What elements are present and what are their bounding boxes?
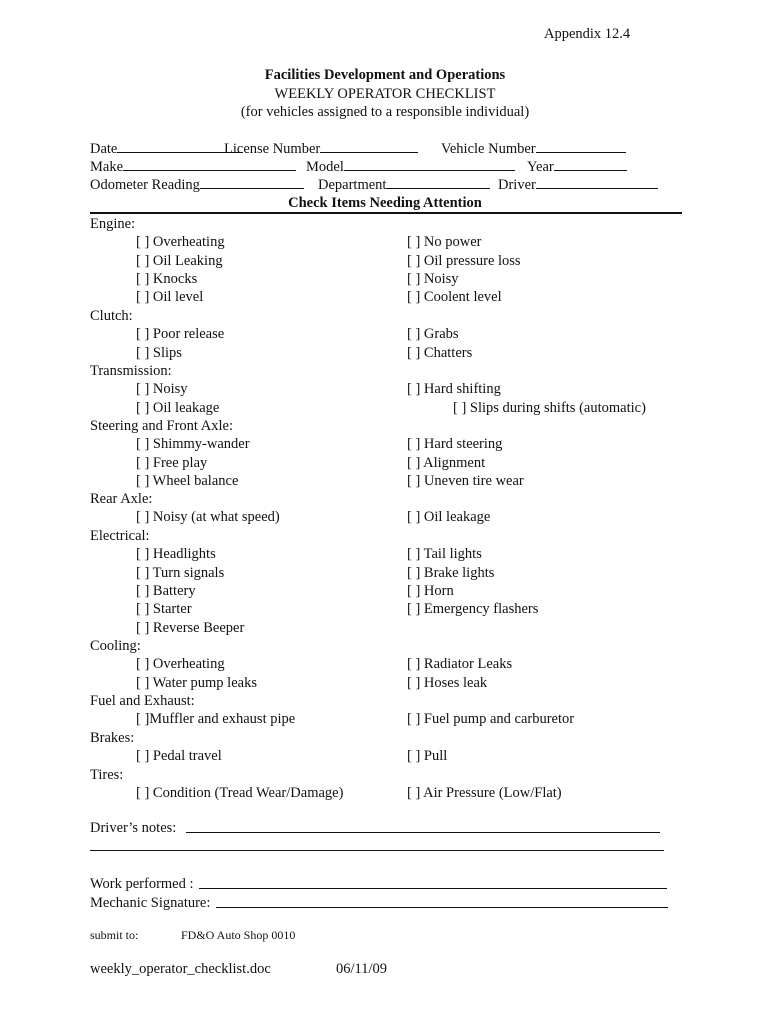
checklist-item[interactable]: [ ] Hoses leak	[407, 674, 488, 691]
model-label: Model	[306, 159, 344, 175]
checklist-item[interactable]: [ ] Turn signals	[136, 564, 225, 581]
vehicle-label: Vehicle Number	[441, 141, 536, 157]
drivers-notes-label: Driver’s notes:	[90, 820, 177, 836]
appendix-label: Appendix 12.4	[544, 26, 631, 42]
make-line[interactable]	[123, 158, 296, 171]
checklist-item[interactable]: [ ] Tail lights	[407, 546, 482, 563]
model-field[interactable]	[306, 158, 515, 176]
checklist-item[interactable]: [ ] Uneven tire wear	[407, 472, 524, 489]
make-field[interactable]	[90, 158, 296, 176]
checklist-item[interactable]: [ ] Reverse Beeper	[136, 619, 245, 636]
drivers-notes-field[interactable]	[90, 820, 176, 837]
checklist-item[interactable]: [ ]Muffler and exhaust pipe	[136, 711, 296, 728]
checklist-item[interactable]: [ ] Wheel balance	[136, 472, 239, 489]
department-line[interactable]	[386, 176, 490, 189]
mechanic-signature-line[interactable]	[216, 895, 668, 908]
category-brakes: Brakes:	[90, 730, 135, 746]
driver-line[interactable]	[536, 176, 658, 189]
checklist-item[interactable]: [ ] Coolent level	[407, 289, 502, 306]
section-title: Check Items Needing Attention	[288, 195, 482, 211]
section-divider	[90, 212, 682, 214]
page-title: Facilities Development and Operations	[264, 67, 506, 83]
checklist-item[interactable]: [ ] Overheating	[136, 234, 225, 251]
category-transmission: Transmission:	[90, 363, 172, 379]
checklist-item[interactable]: [ ] Pull	[407, 748, 448, 765]
checklist-item[interactable]: [ ] Shimmy-wander	[136, 436, 250, 453]
odometer-label: Odometer Reading	[90, 177, 200, 193]
checklist-item[interactable]: [ ] Grabs	[407, 326, 459, 343]
checklist-item[interactable]: [ ] Knocks	[136, 270, 198, 287]
checklist-item[interactable]: [ ] Pedal travel	[136, 748, 222, 765]
checklist-item[interactable]: [ ] Slips	[136, 344, 182, 361]
page-note: (for vehicles assigned to a responsible individual)	[240, 104, 530, 120]
category-steering: Steering and Front Axle:	[90, 418, 233, 434]
footer-date: 06/11/09	[336, 961, 388, 977]
submit-value: FD&O Auto Shop 0010	[181, 928, 296, 942]
license-line[interactable]	[320, 140, 418, 153]
work-performed-line[interactable]	[199, 876, 667, 889]
year-label: Year	[527, 159, 554, 175]
checklist-item[interactable]: [ ] Hard shifting	[407, 381, 501, 398]
model-line[interactable]	[344, 158, 515, 171]
checklist-item[interactable]: [ ] Condition (Tread Wear/Damage)	[136, 785, 344, 802]
checklist-item[interactable]: [ ] Horn	[407, 582, 454, 599]
drivers-notes-line-2[interactable]	[90, 838, 664, 851]
checklist-item[interactable]: [ ] Brake lights	[407, 564, 495, 581]
footer-filename: weekly_operator_checklist.doc	[90, 961, 271, 977]
checklist-item[interactable]: [ ] Water pump leaks	[136, 674, 257, 691]
department-field[interactable]	[318, 176, 490, 194]
make-label: Make	[90, 159, 124, 175]
driver-label: Driver	[498, 177, 536, 193]
work-performed-field[interactable]	[90, 876, 194, 893]
license-label: License Number	[224, 141, 321, 157]
vehicle-line[interactable]	[536, 140, 626, 153]
year-line[interactable]	[554, 158, 627, 171]
drivers-notes-line[interactable]	[186, 820, 660, 833]
submit-label: submit to:	[90, 928, 139, 942]
driver-field[interactable]	[498, 176, 658, 194]
checklist-item[interactable]: [ ] Oil level	[136, 289, 204, 306]
date-label: Date	[90, 141, 118, 157]
page-subtitle: WEEKLY OPERATOR CHECKLIST	[274, 86, 496, 102]
checklist-item[interactable]: [ ] Noisy	[407, 270, 459, 287]
odometer-line[interactable]	[200, 176, 304, 189]
checklist-item[interactable]: [ ] Oil leakage	[136, 399, 220, 416]
checklist-item[interactable]: [ ] Oil leakage	[407, 509, 491, 526]
checklist-item[interactable]: [ ] Radiator Leaks	[407, 656, 513, 673]
category-fuel: Fuel and Exhaust:	[90, 693, 195, 709]
checklist-item[interactable]: [ ] Poor release	[136, 326, 225, 343]
mechanic-signature-label: Mechanic Signature:	[90, 895, 211, 911]
checklist-item[interactable]: [ ] No power	[407, 234, 482, 251]
checklist-item[interactable]: [ ] Oil pressure loss	[407, 252, 521, 269]
odometer-field[interactable]	[90, 176, 304, 194]
checklist-item[interactable]: [ ] Hard steering	[407, 436, 503, 453]
checklist-item[interactable]: [ ] Slips during shifts (automatic)	[453, 399, 646, 416]
category-cooling: Cooling:	[90, 638, 141, 654]
checklist-item[interactable]: [ ] Alignment	[407, 454, 486, 471]
checklist-item[interactable]: [ ] Starter	[136, 601, 192, 618]
checklist-item[interactable]: [ ] Emergency flashers	[407, 601, 539, 618]
checklist-item[interactable]: [ ] Battery	[136, 582, 196, 599]
checklist-item[interactable]: [ ] Air Pressure (Low/Flat)	[407, 785, 562, 802]
license-field[interactable]	[224, 140, 418, 158]
checklist-item[interactable]: [ ] Noisy (at what speed)	[136, 509, 280, 526]
category-engine: Engine:	[90, 216, 136, 232]
category-electrical: Electrical:	[90, 528, 150, 544]
category-rear-axle: Rear Axle:	[90, 491, 153, 507]
checklist-item[interactable]: [ ] Chatters	[407, 344, 473, 361]
year-field[interactable]	[527, 158, 627, 176]
date-field[interactable]	[90, 140, 243, 158]
department-label: Department	[318, 177, 387, 193]
checklist-item[interactable]: [ ] Noisy	[136, 381, 188, 398]
checklist-item[interactable]: [ ] Headlights	[136, 546, 216, 563]
category-clutch: Clutch:	[90, 308, 133, 324]
checklist-item[interactable]: [ ] Overheating	[136, 656, 225, 673]
checklist-item[interactable]: [ ] Fuel pump and carburetor	[407, 711, 575, 728]
category-tires: Tires:	[90, 767, 124, 783]
work-performed-label: Work performed :	[90, 876, 194, 892]
checklist-item[interactable]: [ ] Free play	[136, 454, 208, 471]
checklist-item[interactable]: [ ] Oil Leaking	[136, 252, 223, 269]
mechanic-signature-field[interactable]	[90, 895, 210, 912]
vehicle-field[interactable]	[441, 140, 626, 158]
